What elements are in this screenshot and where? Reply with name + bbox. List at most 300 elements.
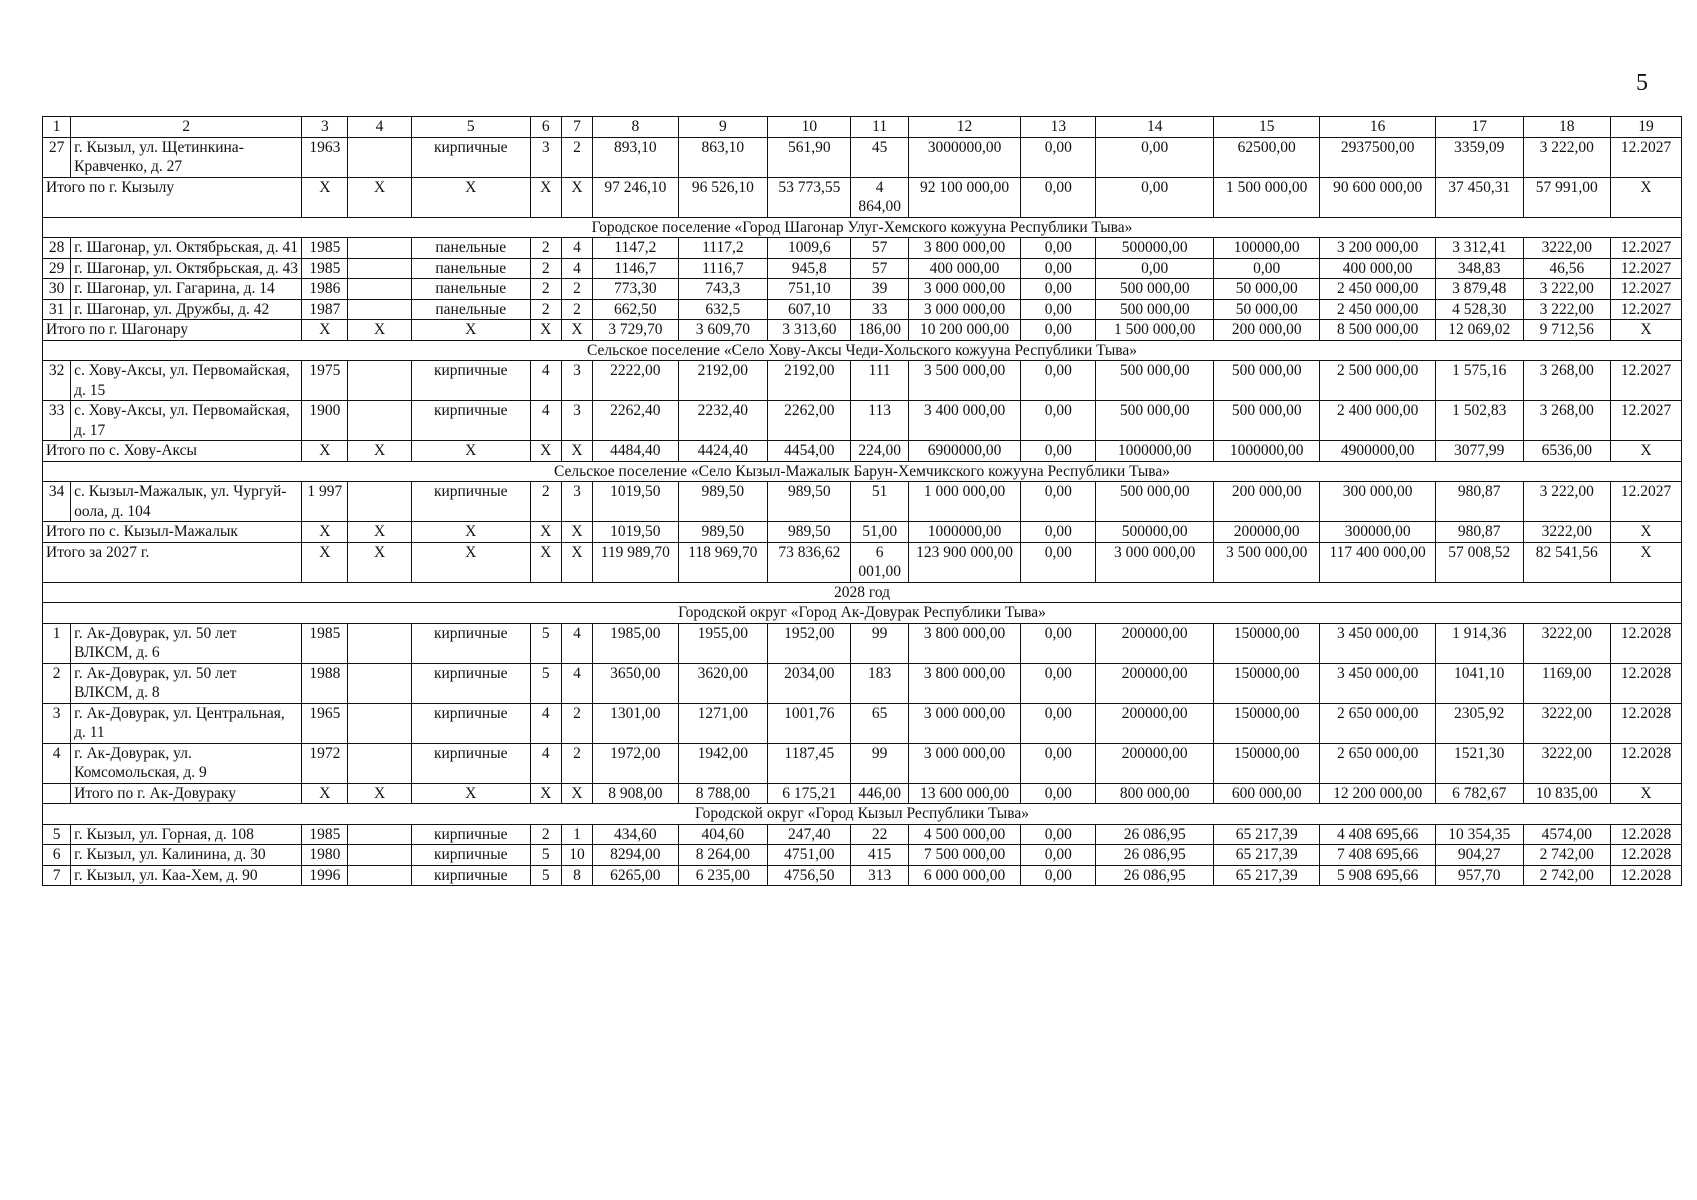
table-cell: X [530,542,561,582]
table-cell: 3 268,00 [1523,401,1611,441]
table-cell: 3 313,60 [768,320,851,341]
table-cell: панельные [411,258,530,279]
table-cell: 662,50 [593,299,678,320]
table-cell: 4 [43,743,71,783]
table-cell: 99 [851,743,908,783]
table-cell: 28 [43,238,71,259]
table-cell [348,743,412,783]
table-cell: 0,00 [1021,177,1096,217]
table-cell: 3 500 000,00 [908,361,1021,401]
table-cell: г. Ак-Довурак, ул. 50 лет ВЛКСМ, д. 6 [71,623,302,663]
table-cell: 3 268,00 [1523,361,1611,401]
table-cell: 57 008,52 [1435,542,1523,582]
table-cell: X [302,177,348,217]
table-cell: 6 175,21 [768,783,851,804]
table-cell: 3 729,70 [593,320,678,341]
table-cell: 4 [530,703,561,743]
table-cell: 3077,99 [1435,441,1523,462]
table-cell: 1996 [302,865,348,886]
table-cell: 904,27 [1435,845,1523,866]
table-cell: 1041,10 [1435,663,1523,703]
table-cell: 1985 [302,258,348,279]
table-cell: Сельское поселение «Село Хову-Аксы Чеди-Хольского кожууна Республики Тыва» [43,340,1682,361]
table-cell: Городской округ «Город Кызыл Республики Тыва» [43,804,1682,825]
table-cell: 4574,00 [1523,824,1611,845]
table-cell: кирпичные [411,824,530,845]
table-cell: X [1611,522,1682,543]
table-cell: Городской округ «Город Ак-Довурак Республики Тыва» [43,603,1682,624]
table-cell: X [561,522,592,543]
table-cell: с. Хову-Аксы, ул. Первомайская, д. 17 [71,401,302,441]
table-cell: 7 408 695,66 [1320,845,1436,866]
table-cell [348,258,412,279]
table-cell: панельные [411,238,530,259]
table-row [43,865,1682,886]
table-cell: 8 264,00 [678,845,768,866]
table-cell: 26 086,95 [1096,865,1214,886]
table-cell: 3 200 000,00 [1320,238,1436,259]
table-cell: 2 [530,258,561,279]
table-body [43,117,1682,886]
table-cell: 1187,45 [768,743,851,783]
table-cell: 26 086,95 [1096,845,1214,866]
table-cell: 30 [43,279,71,300]
column-number-cell: 11 [851,117,908,138]
table-cell: 1965 [302,703,348,743]
table-cell: 57 [851,238,908,259]
table-cell: 3 222,00 [1523,482,1611,522]
table-cell: 10 200 000,00 [908,320,1021,341]
table-cell: 2 400 000,00 [1320,401,1436,441]
table-cell: 893,10 [593,137,678,177]
table-cell: 2222,00 [593,361,678,401]
table-cell: 0,00 [1214,258,1320,279]
table-cell: 1980 [302,845,348,866]
table-cell: 2 450 000,00 [1320,299,1436,320]
section-heading-row [43,582,1682,603]
table-cell: кирпичные [411,845,530,866]
table-cell: 2 [530,824,561,845]
table-cell: 8 500 000,00 [1320,320,1436,341]
table-cell: 1955,00 [678,623,768,663]
table-cell: 3222,00 [1523,623,1611,663]
table-cell: 4 864,00 [851,177,908,217]
table-cell: панельные [411,299,530,320]
column-number-cell: 18 [1523,117,1611,138]
table-cell: 5 [530,845,561,866]
subtotal-row [43,320,1682,341]
table-cell: X [411,177,530,217]
table-cell: 1942,00 [678,743,768,783]
table-cell: 0,00 [1021,663,1096,703]
table-cell: X [1611,542,1682,582]
table-cell: 957,70 [1435,865,1523,886]
table-cell: 7 [43,865,71,886]
table-cell: 6 782,67 [1435,783,1523,804]
table-cell: 600 000,00 [1214,783,1320,804]
table-cell: 62500,00 [1214,137,1320,177]
table-cell: 863,10 [678,137,768,177]
table-cell: 4 500 000,00 [908,824,1021,845]
table-cell: 12.2028 [1611,824,1682,845]
table-cell: X [348,177,412,217]
table-cell: 8 908,00 [593,783,678,804]
table-row [43,361,1682,401]
table-cell: 0,00 [1021,845,1096,866]
table-cell: 500 000,00 [1096,482,1214,522]
table-cell: 2937500,00 [1320,137,1436,177]
table-cell: 7 500 000,00 [908,845,1021,866]
table-cell: 65 217,39 [1214,824,1320,845]
table-cell: 12.2028 [1611,865,1682,886]
table-cell: 1 575,16 [1435,361,1523,401]
table-cell: 2 500 000,00 [1320,361,1436,401]
table-cell: 10 [561,845,592,866]
table-cell: 313 [851,865,908,886]
table-cell: 13 600 000,00 [908,783,1021,804]
column-number-cell: 14 [1096,117,1214,138]
table-cell: 4 408 695,66 [1320,824,1436,845]
table-cell: 0,00 [1021,824,1096,845]
table-cell: 989,50 [678,522,768,543]
table-cell: 2 450 000,00 [1320,279,1436,300]
table-cell: 150000,00 [1214,703,1320,743]
table-cell: 57 [851,258,908,279]
table-cell: 10 354,35 [1435,824,1523,845]
table-cell: 3650,00 [593,663,678,703]
table-cell: X [530,177,561,217]
housing-repair-table [42,116,1682,886]
table-cell: 743,3 [678,279,768,300]
table-cell: 12.2027 [1611,258,1682,279]
table-cell: X [411,320,530,341]
table-cell: 3 609,70 [678,320,768,341]
column-number-cell: 8 [593,117,678,138]
table-cell: 200000,00 [1096,663,1214,703]
table-cell: г. Кызыл, ул. Каа-Хем, д. 90 [71,865,302,886]
table-cell: 3 800 000,00 [908,238,1021,259]
table-cell: 5 [530,865,561,886]
table-cell: 1972 [302,743,348,783]
table-cell: 1900 [302,401,348,441]
table-cell: 4 [561,238,592,259]
table-cell: X [530,522,561,543]
column-number-cell: 16 [1320,117,1436,138]
table-cell: 3 400 000,00 [908,401,1021,441]
table-cell: 500000,00 [1096,238,1214,259]
table-cell: кирпичные [411,743,530,783]
table-cell: 5 [530,663,561,703]
table-cell: г. Кызыл, ул. Калинина, д. 30 [71,845,302,866]
table-cell [348,482,412,522]
table-cell: X [302,783,348,804]
table-cell: 34 [43,482,71,522]
table-cell: 3222,00 [1523,743,1611,783]
table-cell: 200000,00 [1096,703,1214,743]
table-cell: 99 [851,623,908,663]
column-number-cell: 19 [1611,117,1682,138]
table-cell: 3 [530,137,561,177]
table-cell: X [411,542,530,582]
table-cell: 3 450 000,00 [1320,623,1436,663]
table-cell: 0,00 [1096,177,1214,217]
table-cell: X [561,320,592,341]
table-cell: 150000,00 [1214,623,1320,663]
table-cell: 4 [561,663,592,703]
table-row [43,623,1682,663]
table-cell: 3 000 000,00 [1096,542,1214,582]
table-cell: 1987 [302,299,348,320]
table-cell: 1952,00 [768,623,851,663]
table-cell: 4751,00 [768,845,851,866]
column-number-cell: 4 [348,117,412,138]
table-cell: г. Ак-Довурак, ул. 50 лет ВЛКСМ, д. 8 [71,663,302,703]
table-cell: 8294,00 [593,845,678,866]
table-cell: 500 000,00 [1214,401,1320,441]
table-cell: 10 835,00 [1523,783,1611,804]
table-cell: 773,30 [593,279,678,300]
table-cell: 1988 [302,663,348,703]
column-number-cell: 6 [530,117,561,138]
table-cell: 12.2027 [1611,238,1682,259]
table-cell: г. Шагонар, ул. Октябрьская, д. 41 [71,238,302,259]
table-cell: 989,50 [678,482,768,522]
table-cell: 65 [851,703,908,743]
table-cell: 150000,00 [1214,663,1320,703]
table-cell: Итого за 2027 г. [43,542,302,582]
table-cell: 12.2027 [1611,299,1682,320]
table-cell: 0,00 [1096,258,1214,279]
table-cell: 2 [530,299,561,320]
table-cell: с. Хову-Аксы, ул. Первомайская, д. 15 [71,361,302,401]
table-cell: 300 000,00 [1320,482,1436,522]
table-cell: 446,00 [851,783,908,804]
table-cell: 0,00 [1021,743,1096,783]
table-row [43,845,1682,866]
table-cell: X [411,441,530,462]
table-cell: 0,00 [1021,299,1096,320]
table-cell: 1 997 [302,482,348,522]
table-cell: 12.2027 [1611,137,1682,177]
table-cell: 2232,40 [678,401,768,441]
table-cell: 1116,7 [678,258,768,279]
table-cell: 3620,00 [678,663,768,703]
table-cell: 4 528,30 [1435,299,1523,320]
table-cell: 4900000,00 [1320,441,1436,462]
table-cell: 0,00 [1021,279,1096,300]
table-cell: 3359,09 [1435,137,1523,177]
table-cell: кирпичные [411,865,530,886]
table-cell: 2 650 000,00 [1320,743,1436,783]
table-cell: 415 [851,845,908,866]
table-cell: 1301,00 [593,703,678,743]
table-cell: 150000,00 [1214,743,1320,783]
table-cell: 1169,00 [1523,663,1611,703]
table-cell: г. Шагонар, ул. Октябрьская, д. 43 [71,258,302,279]
table-cell: 0,00 [1021,703,1096,743]
table-cell: 118 969,70 [678,542,768,582]
table-cell: 980,87 [1435,482,1523,522]
table-cell: панельные [411,279,530,300]
table-cell: X [348,783,412,804]
table-cell: 2 [530,482,561,522]
table-cell: 200000,00 [1214,522,1320,543]
table-cell: 247,40 [768,824,851,845]
table-cell: 1963 [302,137,348,177]
table-cell: X [561,441,592,462]
table-cell: 1521,30 [1435,743,1523,783]
table-cell: 186,00 [851,320,908,341]
table-cell: 4 [561,258,592,279]
column-number-cell: 9 [678,117,768,138]
column-number-cell: 3 [302,117,348,138]
table-cell: 51,00 [851,522,908,543]
table-cell: 1146,7 [593,258,678,279]
table-cell: X [411,783,530,804]
column-number-cell: 7 [561,117,592,138]
table-cell [43,783,71,804]
table-cell: 1986 [302,279,348,300]
table-cell: 2 742,00 [1523,865,1611,886]
section-heading-row [43,804,1682,825]
table-row [43,824,1682,845]
table-cell: 73 836,62 [768,542,851,582]
table-cell: X [1611,783,1682,804]
table-cell: 1271,00 [678,703,768,743]
section-heading-row [43,217,1682,238]
column-number-cell: 13 [1021,117,1096,138]
table-cell: 45 [851,137,908,177]
table-cell: 3 000 000,00 [908,743,1021,783]
table-cell: 500 000,00 [1096,299,1214,320]
table-cell: 97 246,10 [593,177,678,217]
table-cell: кирпичные [411,703,530,743]
table-cell: 3 800 000,00 [908,663,1021,703]
table-cell: 117 400 000,00 [1320,542,1436,582]
table-cell: 39 [851,279,908,300]
table-cell: 4484,40 [593,441,678,462]
table-cell: 65 217,39 [1214,845,1320,866]
table-cell: 111 [851,361,908,401]
table-cell: 92 100 000,00 [908,177,1021,217]
table-cell: 12.2028 [1611,743,1682,783]
table-cell: 4 [530,743,561,783]
subtotal-row [43,522,1682,543]
table-cell: 22 [851,824,908,845]
table-cell: 607,10 [768,299,851,320]
table-cell: 119 989,70 [593,542,678,582]
table-cell: 12 069,02 [1435,320,1523,341]
table-cell: Итого по г. Шагонару [43,320,302,341]
table-cell: 113 [851,401,908,441]
table-cell: 4454,00 [768,441,851,462]
table-cell: 12 200 000,00 [1320,783,1436,804]
table-cell: 0,00 [1021,238,1096,259]
table-cell [348,703,412,743]
table-cell: 3 800 000,00 [908,623,1021,663]
table-cell [348,824,412,845]
table-cell: 1972,00 [593,743,678,783]
table-cell: 6 235,00 [678,865,768,886]
table-cell: 33 [43,401,71,441]
table-cell: 1117,2 [678,238,768,259]
table-cell: 50 000,00 [1214,299,1320,320]
table-cell: 945,8 [768,258,851,279]
table-row [43,279,1682,300]
column-number-cell: 17 [1435,117,1523,138]
table-cell: 1985 [302,623,348,663]
table-cell: 500000,00 [1096,522,1214,543]
table-cell [348,623,412,663]
table-cell: 183 [851,663,908,703]
table-cell: 2305,92 [1435,703,1523,743]
table-cell: 3 500 000,00 [1214,542,1320,582]
column-number-cell: 15 [1214,117,1320,138]
table-cell: 1019,50 [593,522,678,543]
table-row [43,482,1682,522]
table-cell [348,865,412,886]
table-cell: 1 500 000,00 [1096,320,1214,341]
table-cell: 6 000 000,00 [908,865,1021,886]
table-cell: 751,10 [768,279,851,300]
table-cell: X [561,542,592,582]
column-number-cell: 10 [768,117,851,138]
table-cell: X [348,542,412,582]
table-cell: 200 000,00 [1214,320,1320,341]
subtotal-row [43,441,1682,462]
table-cell: 632,5 [678,299,768,320]
table-cell [348,137,412,177]
table-cell: 0,00 [1021,441,1096,462]
table-cell: 100000,00 [1214,238,1320,259]
table-cell: 800 000,00 [1096,783,1214,804]
table-cell: X [348,320,412,341]
table-cell: 1 [561,824,592,845]
table-cell: Городское поселение «Город Шагонар Улуг-Хемского кожууна Республики Тыва» [43,217,1682,238]
table-cell: 12.2027 [1611,401,1682,441]
table-cell: 6 001,00 [851,542,908,582]
table-cell: 5 [43,824,71,845]
table-cell: 1001,76 [768,703,851,743]
table-cell: 1 [43,623,71,663]
table-cell: 2 650 000,00 [1320,703,1436,743]
table-cell: X [411,522,530,543]
table-cell: 6900000,00 [908,441,1021,462]
table-cell: кирпичные [411,401,530,441]
table-cell: 0,00 [1021,361,1096,401]
table-cell: 5 908 695,66 [1320,865,1436,886]
page-number: 5 [1636,70,1648,96]
table-cell: 12.2028 [1611,703,1682,743]
table-cell: 2 [561,299,592,320]
table-cell: 561,90 [768,137,851,177]
table-cell: 6536,00 [1523,441,1611,462]
column-number-cell: 5 [411,117,530,138]
table-cell: 29 [43,258,71,279]
table-cell [348,299,412,320]
table-cell: X [302,542,348,582]
table-row [43,743,1682,783]
table-cell: 33 [851,299,908,320]
table-cell: 1019,50 [593,482,678,522]
table-cell [348,238,412,259]
table-cell: 90 600 000,00 [1320,177,1436,217]
table-row [43,401,1682,441]
table-cell: 1147,2 [593,238,678,259]
table-cell: 404,60 [678,824,768,845]
table-cell: 2034,00 [768,663,851,703]
table-cell: X [302,522,348,543]
